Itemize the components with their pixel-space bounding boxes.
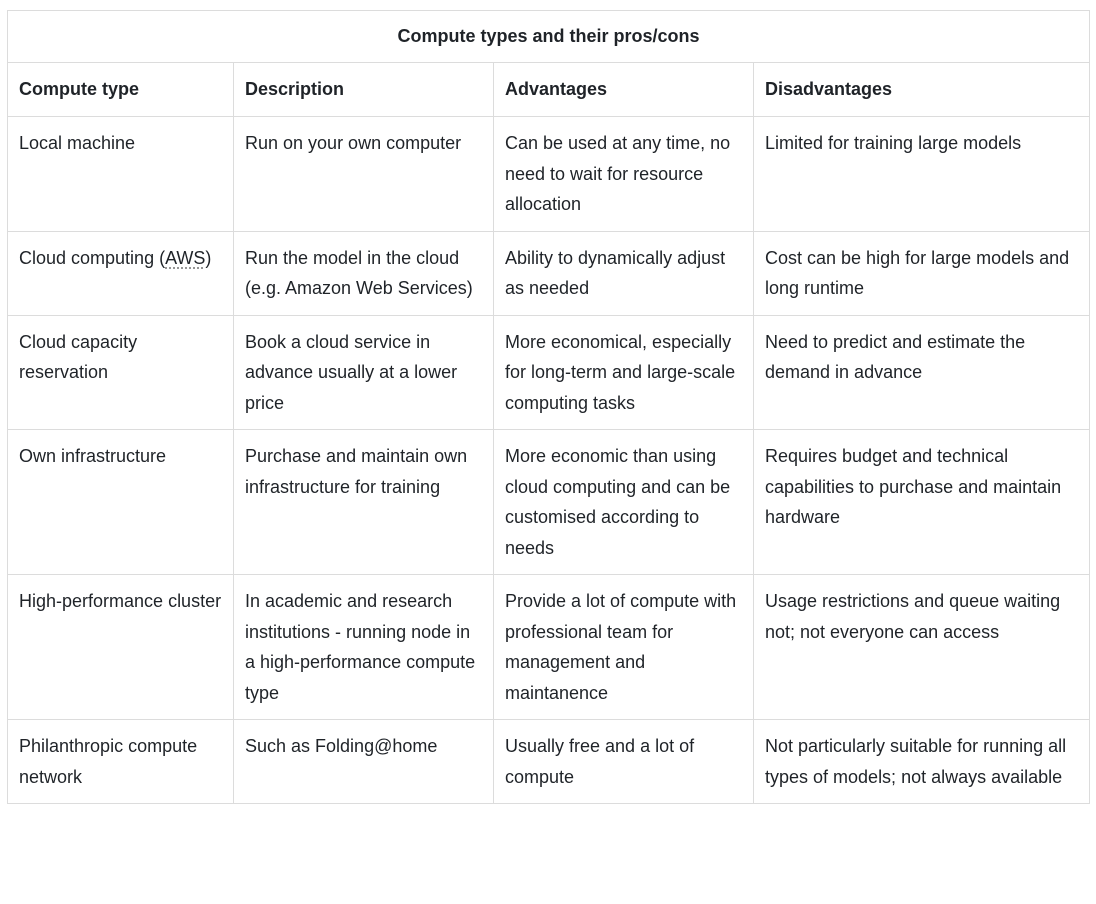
cell-disadvantages: Limited for training large models (754, 117, 1090, 232)
header-compute-type: Compute type (8, 63, 234, 117)
cell-disadvantages: Usage restrictions and queue waiting not; not everyone can access (754, 575, 1090, 720)
table-caption: Compute types and their pros/cons (8, 11, 1090, 63)
cell-compute-type (8, 231, 234, 315)
cell-disadvantages: Not particularly suitable for running all types of models; not always available (754, 720, 1090, 804)
header-advantages: Advantages (494, 63, 754, 117)
compute-type-text-suffix: ) (205, 247, 212, 268)
cell-disadvantages: Cost can be high for large models and long runtime (754, 231, 1090, 315)
table-row (8, 117, 1090, 232)
table-caption-row (8, 11, 1090, 63)
cell-description: Such as Folding@home (234, 720, 494, 804)
compute-type-text: Cloud computing ( (19, 247, 166, 268)
cell-compute-type: Local machine (8, 117, 234, 232)
table-row (8, 720, 1090, 804)
table-row (8, 575, 1090, 720)
cell-description: Purchase and maintain own infrastructure for training (234, 430, 494, 575)
cell-advantages: More economical, especially for long-term and large-scale computing tasks (494, 315, 754, 430)
cell-disadvantages: Requires budget and technical capabilities to purchase and maintain hardware (754, 430, 1090, 575)
cell-advantages: More economic than using cloud computing and can be customised according to needs (494, 430, 754, 575)
table-header-row (8, 63, 1090, 117)
table-row (8, 231, 1090, 315)
cell-description: Run the model in the cloud (e.g. Amazon Web Services) (234, 231, 494, 315)
cell-advantages: Ability to dynamically adjust as needed (494, 231, 754, 315)
cell-advantages: Provide a lot of compute with professional team for management and maintanence (494, 575, 754, 720)
cell-description: Book a cloud service in advance usually at a lower price (234, 315, 494, 430)
table-row (8, 315, 1090, 430)
cell-compute-type: Cloud capacity reservation (8, 315, 234, 430)
cell-advantages: Usually free and a lot of compute (494, 720, 754, 804)
header-disadvantages: Disadvantages (754, 63, 1090, 117)
compute-types-table-container (7, 10, 1089, 804)
cell-disadvantages: Need to predict and estimate the demand in advance (754, 315, 1090, 430)
compute-types-table (7, 10, 1090, 804)
cell-description: Run on your own computer (234, 117, 494, 232)
cell-compute-type: High-performance cluster (8, 575, 234, 720)
header-description: Description (234, 63, 494, 117)
aws-abbreviation[interactable]: AWS (165, 247, 206, 268)
cell-compute-type: Own infrastructure (8, 430, 234, 575)
table-row (8, 430, 1090, 575)
cell-description: In academic and research institutions - running node in a high-performance compute type (234, 575, 494, 720)
cell-advantages: Can be used at any time, no need to wait for resource allocation (494, 117, 754, 232)
cell-compute-type: Philanthropic compute network (8, 720, 234, 804)
